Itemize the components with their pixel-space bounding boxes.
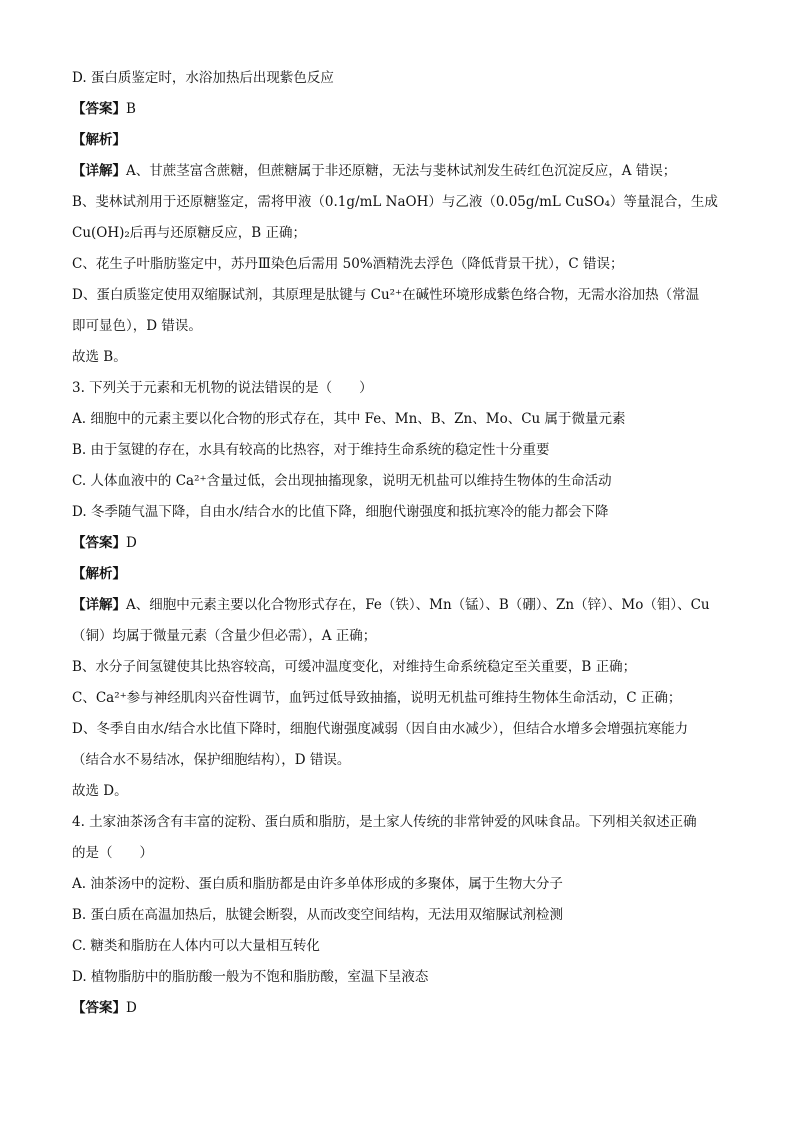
detail-tag: 【详解】 bbox=[72, 163, 126, 179]
q2-detail-line-3: Cu(OH)₂后再与还原糖反应，B 正确； bbox=[72, 225, 307, 241]
q3-analysis-heading bbox=[72, 559, 722, 590]
q2-answer bbox=[72, 94, 722, 125]
q3-conclusion: 故选 D。 bbox=[72, 783, 128, 799]
q3-answer bbox=[72, 528, 722, 559]
answer-value: D bbox=[126, 535, 137, 551]
q4-stem-line-1: 4. 土家油茶汤含有丰富的淀粉、蛋白质和脂肪，是土家人传统的非常钟爱的风味食品。下列相关叙述正确 bbox=[72, 814, 697, 830]
answer-value: B bbox=[126, 101, 136, 117]
q2-analysis-heading bbox=[72, 125, 722, 156]
q3-option-b: B. 由于氢键的存在，水具有较高的比热容，对于维持生命系统的稳定性十分重要 bbox=[72, 442, 550, 458]
q3-stem: 3. 下列关于元素和无机物的说法错误的是（ ） bbox=[72, 380, 373, 396]
q3-option-d: D. 冬季随气温下降，自由水/结合水的比值下降，细胞代谢强度和抵抗寒冷的能力都会下降 bbox=[72, 504, 609, 520]
q2-detail-line-5: D、蛋白质鉴定使用双缩脲试剂，其原理是肽键与 Cu²⁺在碱性环境形成紫色络合物，无需水浴加热（常温 bbox=[72, 287, 700, 303]
q2-detail-line-1 bbox=[72, 156, 722, 187]
answer-tag: 【答案】 bbox=[72, 1000, 126, 1016]
q2-detail-line-6: 即可显色），D 错误。 bbox=[72, 318, 202, 334]
analysis-tag: 【解析】 bbox=[72, 132, 126, 148]
answer-tag: 【答案】 bbox=[72, 535, 126, 551]
q3-detail-line-6: （结合水不易结冰，保护细胞结构），D 错误。 bbox=[72, 752, 351, 768]
q3-detail-line-3: B、水分子间氢键使其比热容较高，可缓冲温度变化，对维持生命系统稳定至关重要，B 正确； bbox=[72, 659, 637, 675]
page-content bbox=[72, 63, 722, 1024]
q4-answer bbox=[72, 993, 722, 1024]
answer-value: D bbox=[126, 1000, 137, 1016]
q4-option-a: A. 油茶汤中的淀粉、蛋白质和脂肪都是由许多单体形成的多聚体，属于生物大分子 bbox=[72, 876, 563, 892]
q3-detail-line-2: （铜）均属于微量元素（含量少但必需），A 正确； bbox=[72, 628, 377, 644]
detail-text: A、细胞中元素主要以化合物形式存在，Fe（铁）、Mn（锰）、B（硼）、Zn（锌）、Mo（钼）、Cu bbox=[126, 597, 710, 613]
q3-detail-line-1 bbox=[72, 590, 722, 621]
q4-option-b: B. 蛋白质在高温加热后，肽键会断裂，从而改变空间结构，无法用双缩脲试剂检测 bbox=[72, 907, 564, 923]
q4-stem-line-2: 的是（ ） bbox=[72, 845, 153, 861]
q3-detail-line-5: D、冬季自由水/结合水比值下降时，细胞代谢强度减弱（因自由水减少），但结合水增多会增强抗寒能力 bbox=[72, 721, 689, 737]
q3-option-a: A. 细胞中的元素主要以化合物的形式存在，其中 Fe、Mn、B、Zn、Mo、Cu 属于微量元素 bbox=[72, 411, 626, 427]
q2-detail-line-2: B、斐林试剂用于还原糖鉴定，需将甲液（0.1g/mL NaOH）与乙液（0.05g/mL CuSO₄）等量混合，生成 bbox=[72, 194, 718, 210]
detail-text: A、甘蔗茎富含蔗糖，但蔗糖属于非还原糖，无法与斐林试剂发生砖红色沉淀反应，A 错误； bbox=[126, 163, 677, 179]
q2-detail-line-4: C、花生子叶脂肪鉴定中，苏丹Ⅲ染色后需用 50%酒精洗去浮色（降低背景干扰），C 错误； bbox=[72, 256, 624, 272]
q4-option-c: C. 糖类和脂肪在人体内可以大量相互转化 bbox=[72, 938, 320, 954]
q2-option-d: D. 蛋白质鉴定时，水浴加热后出现紫色反应 bbox=[72, 70, 334, 86]
q3-option-c: C. 人体血液中的 Ca²⁺含量过低，会出现抽搐现象，说明无机盐可以维持生物体的生命活动 bbox=[72, 473, 612, 489]
q3-detail-line-4: C、Ca²⁺参与神经肌肉兴奋性调节，血钙过低导致抽搐，说明无机盐可维持生物体生命活动，C 正确； bbox=[72, 690, 682, 706]
answer-tag: 【答案】 bbox=[72, 101, 126, 117]
detail-tag: 【详解】 bbox=[72, 597, 126, 613]
q4-option-d: D. 植物脂肪中的脂肪酸一般为不饱和脂肪酸，室温下呈液态 bbox=[72, 969, 429, 985]
q2-conclusion: 故选 B。 bbox=[72, 349, 127, 365]
analysis-tag: 【解析】 bbox=[72, 566, 126, 582]
